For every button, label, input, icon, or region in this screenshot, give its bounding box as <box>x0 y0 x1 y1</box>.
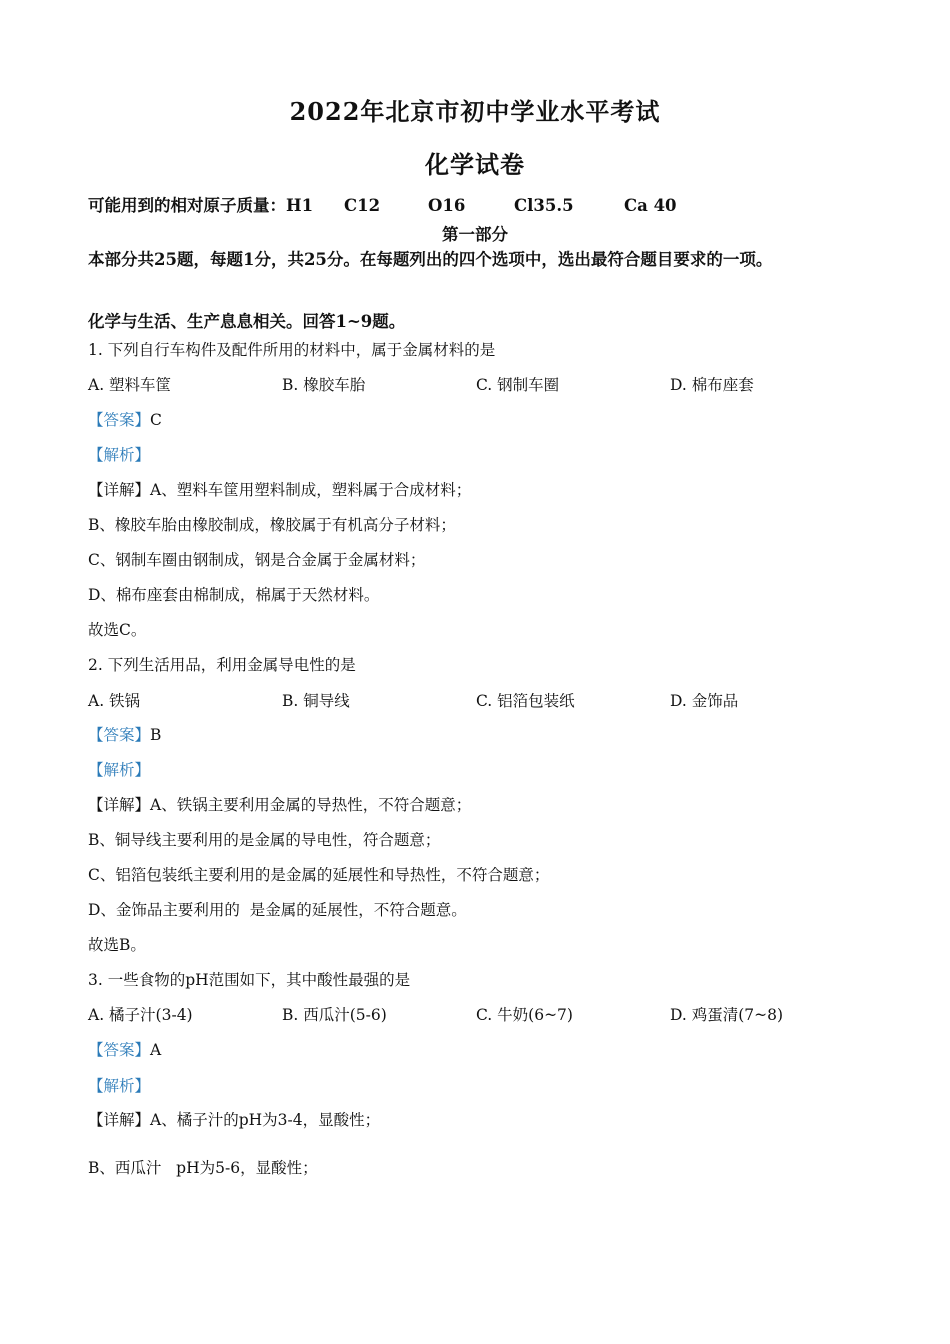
option-c: C. 铝箔包装纸 <box>476 692 575 710</box>
answer-value: A <box>150 1041 162 1059</box>
detail-text: A、铁锅主要利用金属的导热性，不符合题意； <box>150 796 472 814</box>
answer-line <box>88 408 162 430</box>
detail-text: D、棉布座套由棉制成，棉属于天然材料。 <box>88 586 380 604</box>
detail-line <box>88 1108 380 1130</box>
page-subtitle: 化学试卷 <box>425 150 525 179</box>
option-b: B. 铜导线 <box>282 692 350 710</box>
option-b: B. 橡胶车胎 <box>282 376 366 394</box>
detail-text: C、铝箔包装纸主要利用的是金属的延展性和导热性，不符合题意； <box>88 866 550 884</box>
option-d: D. 鸡蛋清(7~8) <box>670 1006 784 1024</box>
option-c: C. 钢制车圈 <box>476 376 560 394</box>
atomic-mass-item: O16 <box>428 196 466 215</box>
question-stem: 3. 一些食物的pH范围如下，其中酸性最强的是 <box>88 971 411 989</box>
answer-tag: 【答案】 <box>88 726 151 744</box>
conclusion: 故选B。 <box>88 936 146 954</box>
conclusion: 故选C。 <box>88 621 147 639</box>
page-title: 2022年北京市初中学业水平考试 <box>289 97 661 126</box>
detail-line <box>88 793 471 815</box>
atomic-mass-label: 可能用到的相对原子质量： <box>88 196 286 215</box>
detail-tag: 【详解】 <box>88 481 151 499</box>
answer-tag: 【答案】 <box>88 1041 151 1059</box>
section-note: 化学与生活、生产息息相关。回答1~9题。 <box>88 312 406 331</box>
answer-value: C <box>150 411 162 429</box>
question-stem: 1. 下列自行车构件及配件所用的材料中，属于金属材料的是 <box>88 341 496 359</box>
option-b: B. 西瓜汁(5-6) <box>282 1006 387 1024</box>
detail-text: A、橘子汁的pH为3-4，显酸性； <box>150 1111 381 1129</box>
analysis-tag: 【解析】 <box>88 1077 151 1095</box>
option-a: A. 塑料车筐 <box>88 376 172 394</box>
answer-value: B <box>150 726 162 744</box>
answer-line <box>88 723 161 745</box>
detail-tag: 【详解】 <box>88 1111 151 1129</box>
detail-text: A、塑料车筐用塑料制成，塑料属于合成材料； <box>150 481 472 499</box>
detail-line <box>88 478 471 500</box>
detail-text: B、橡胶车胎由橡胶制成，橡胶属于有机高分子材料； <box>88 516 456 534</box>
atomic-mass-item: Ca 40 <box>624 196 677 215</box>
answer-tag: 【答案】 <box>88 411 151 429</box>
detail-text: B、铜导线主要利用的是金属的导电性，符合题意； <box>88 831 441 849</box>
analysis-tag: 【解析】 <box>88 446 151 464</box>
detail-tag: 【详解】 <box>88 796 151 814</box>
option-c: C. 牛奶(6~7) <box>476 1006 573 1024</box>
question-stem: 2. 下列生活用品，利用金属导电性的是 <box>88 656 356 674</box>
part-instruction: 本部分共25题，每题1分，共25分。在每题列出的四个选项中，选出最符合题目要求的一项。 <box>88 250 773 269</box>
analysis-tag: 【解析】 <box>88 761 151 779</box>
answer-line <box>88 1038 161 1060</box>
atomic-mass-item: C12 <box>344 196 381 215</box>
part-title: 第一部分 <box>442 225 508 244</box>
detail-text: B、西瓜汁 pH为5-6，显酸性； <box>88 1159 318 1177</box>
detail-text: C、钢制车圈由钢制成，钢是合金属于金属材料； <box>88 551 426 569</box>
option-a: A. 铁锅 <box>88 692 141 710</box>
detail-text: D、金饰品主要利用的 是金属的延展性，不符合题意。 <box>88 901 467 919</box>
atomic-mass-item: Cl35.5 <box>514 196 574 215</box>
option-d: D. 棉布座套 <box>670 376 754 394</box>
option-d: D. 金饰品 <box>670 692 739 710</box>
atomic-mass-item: H1 <box>286 196 314 215</box>
atomic-mass-line <box>88 192 677 216</box>
option-a: A. 橘子汁(3-4) <box>88 1006 193 1024</box>
